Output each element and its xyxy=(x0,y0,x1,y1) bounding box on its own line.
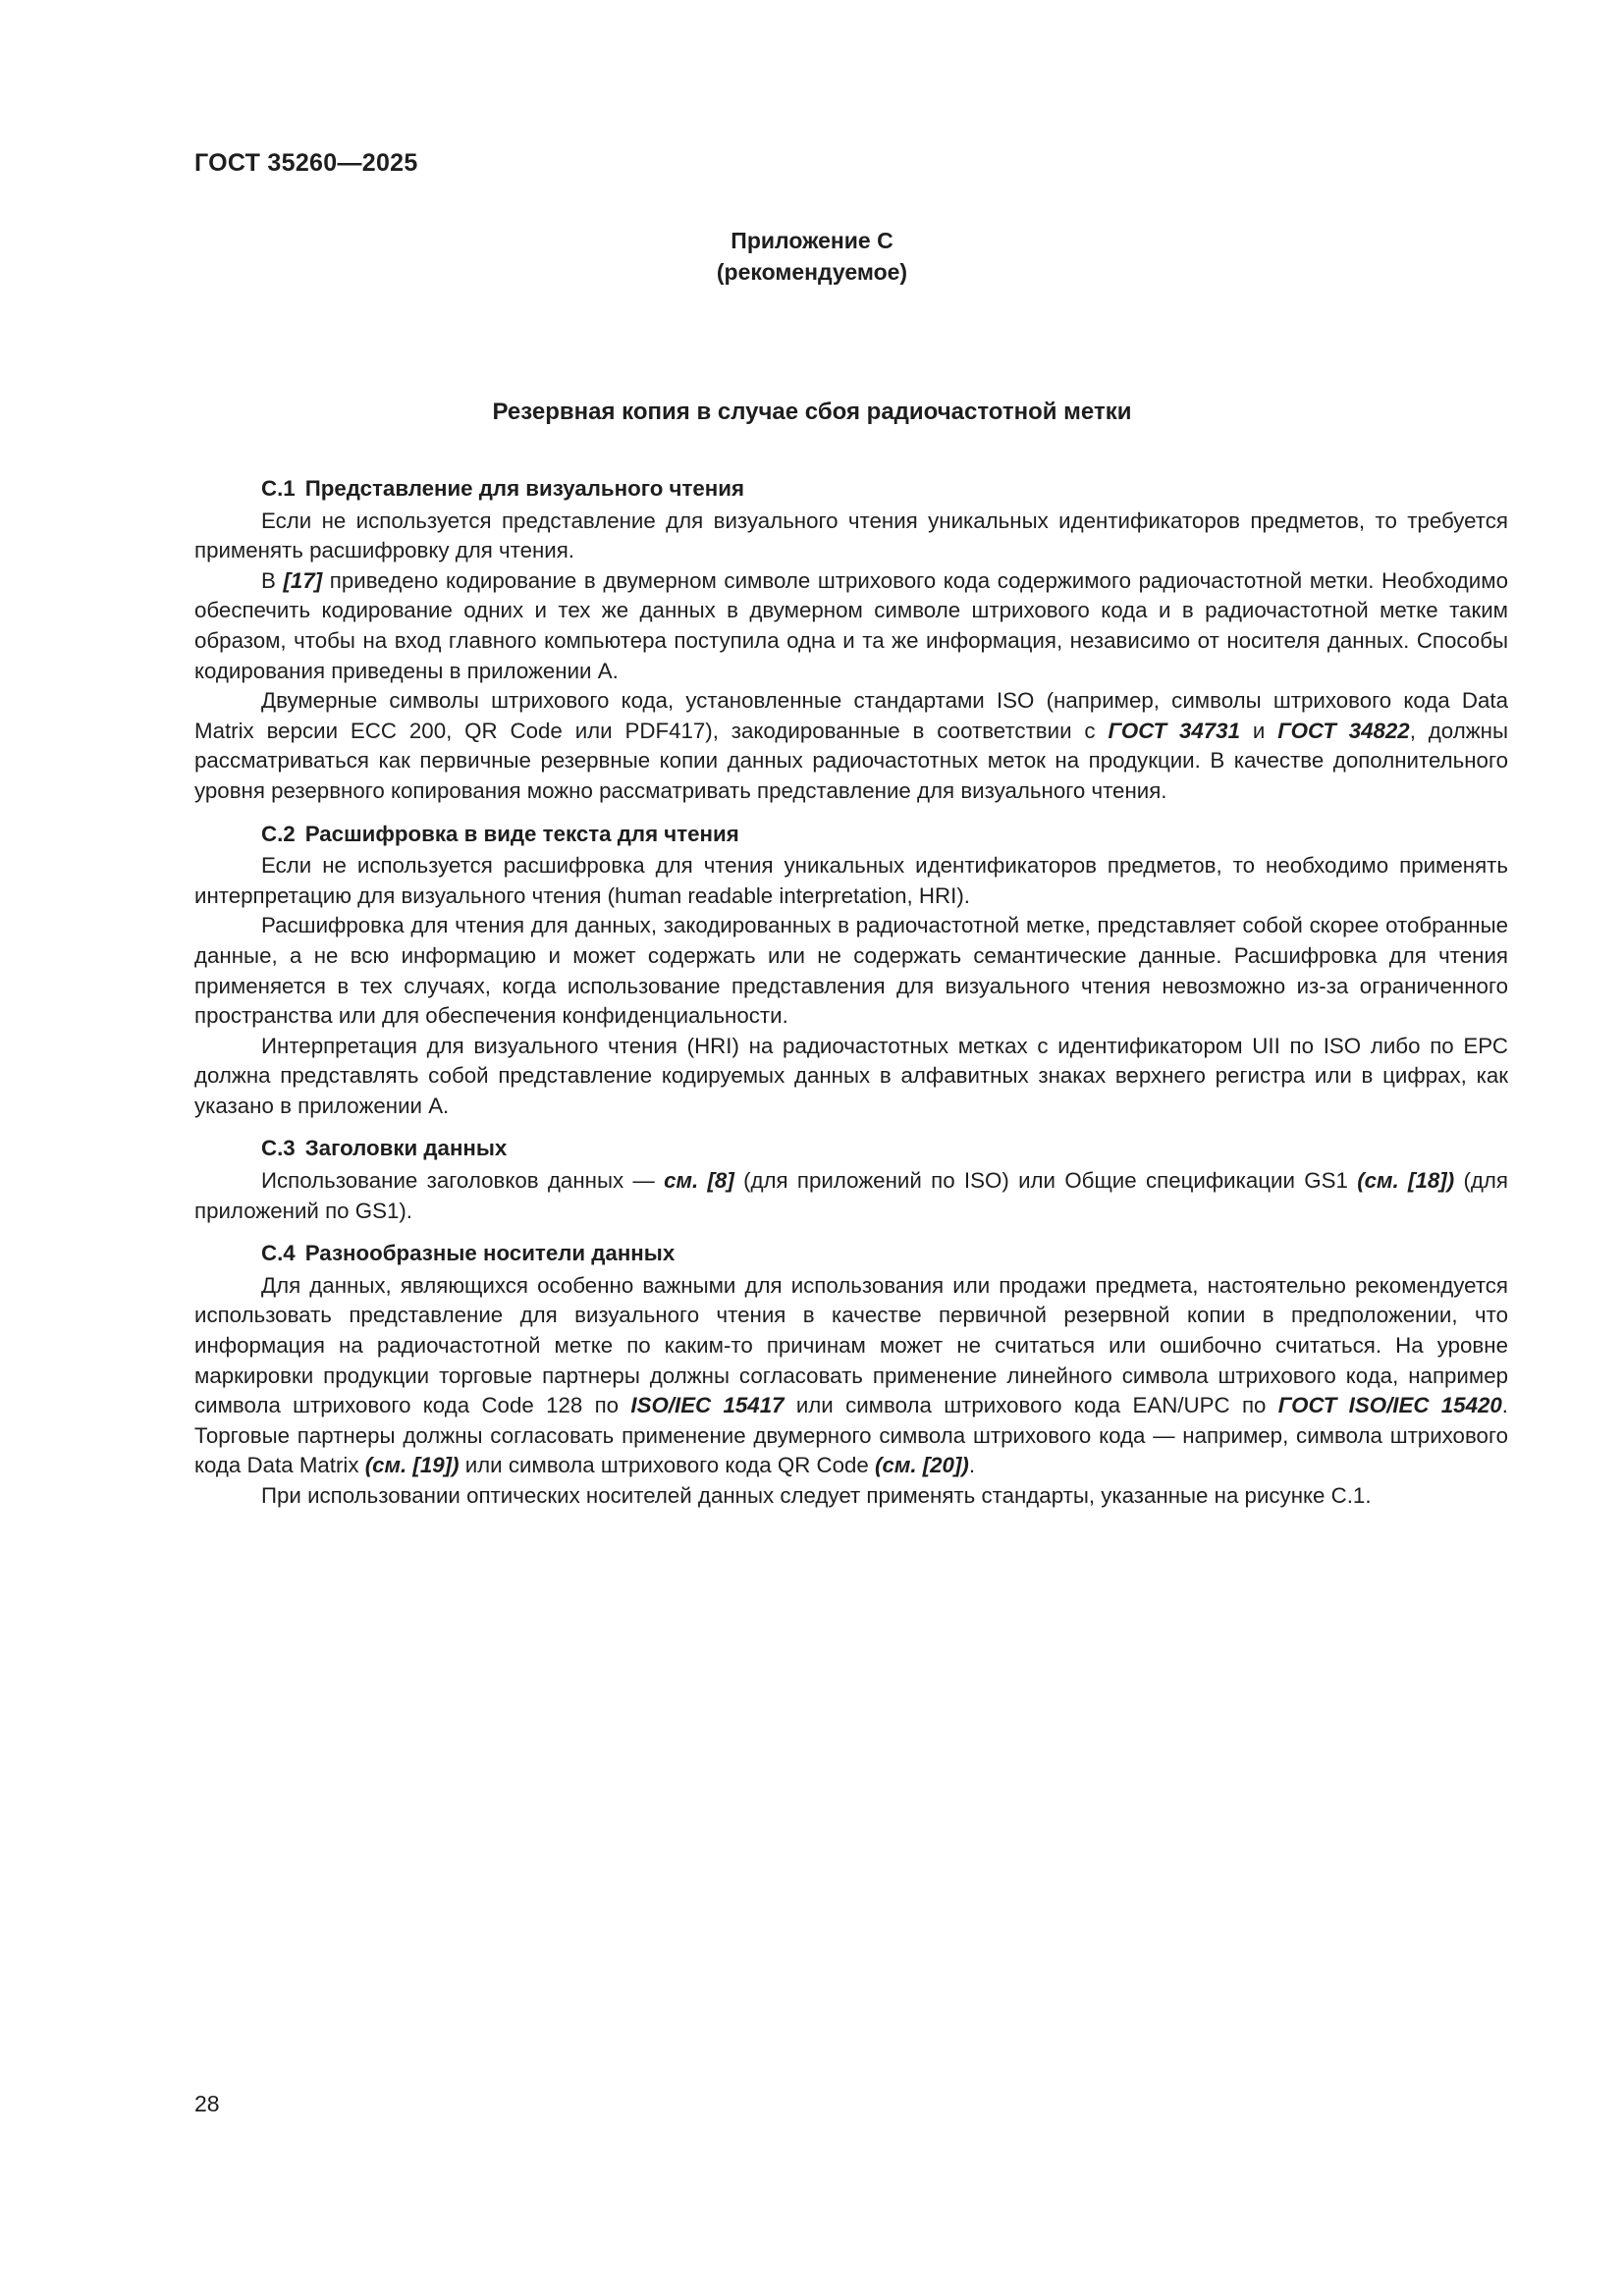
text-run: . Торговые партнеры должны согласовать применение двумерного символа штрихового кода — например, символа штрихового кода Data Matrix xyxy=(194,1393,1508,1478)
text-run: или символа штрихового кода QR Code xyxy=(459,1453,876,1478)
paragraph: Расшифровка для чтения для данных, закодированных в радиочастотной метке, представляет собой скорее отобранные данные, а не всю информацию и может содержать или не содержать семантические данные. Расшифровка для чтения применяется в тех случаях, когда использование представления для визуального чтения невозможно из-за ограниченного пространства или для обеспечения конфиденциальности. xyxy=(194,913,1508,1029)
text-run: Использование заголовков данных — xyxy=(261,1168,665,1194)
text-run: (для приложений по GS1). xyxy=(194,1168,1508,1223)
section-title: Разнообразные носители данных xyxy=(304,1241,676,1266)
text-run: или символа штрихового кода EAN/UPC по xyxy=(784,1393,1278,1418)
page-number: 28 xyxy=(194,2091,220,2116)
text-run: Для данных, являющихся особенно важными для использования или продажи предмета, настоятельно рекомендуется использовать представление для визуального чтения в качестве первичной резервной копии в предположении, что информация на радиочастотной метке по каким-то причинам может не считаться или ошибочно считаться. На уровне маркировки продукции торговые партнеры должны согласовать применение линейного символа штрихового кода, например символа штрихового кода Code 128 по xyxy=(194,1272,1508,1418)
bibliography-reference: см. [8] xyxy=(664,1168,734,1194)
text-run: приведено кодирование в двумерном символе штрихового кода содержимого радиочастотной метки. Необходимо обеспечить кодирование одних и тех же данных в двумерном символе штрихового кода и в радиочастотной метке таким образом, чтобы на вход главного компьютера поступила одна и та же информация, независимо от носителя данных. Способы кодирования приведены в приложении А. xyxy=(194,567,1508,683)
annex-status: (рекомендуемое) xyxy=(716,259,908,285)
paragraph: Если не используется представление для визуального чтения уникальных идентификаторов предметов, то требуется применять расшифровку для чтения. xyxy=(194,507,1508,563)
text-run: и xyxy=(1239,718,1278,743)
text-run: (для приложений по ISO) или Общие спецификации GS1 xyxy=(733,1168,1358,1194)
text-run: , должны рассматриваться как первичные резервные копии данных радиочастотных меток на продукции. В качестве дополнительного уровня резервного копирования можно рассматривать представление для визуального чтения. xyxy=(194,718,1508,803)
annex-heading xyxy=(0,225,1624,288)
bibliography-reference: (см. [20]) xyxy=(875,1453,969,1478)
paragraph xyxy=(194,686,1508,806)
document-code: ГОСТ 35260—2025 xyxy=(194,149,418,177)
paragraph: Если не используется расшифровка для чтения уникальных идентификаторов предметов, то необходимо применять интерпретацию для визуального чтения (human readable interpretation, HRI). xyxy=(194,853,1508,908)
section-heading xyxy=(194,1134,1508,1164)
section-number: С.1 xyxy=(261,476,296,501)
paragraph xyxy=(194,1166,1508,1226)
section-c4 xyxy=(194,1239,1508,1511)
section-number: С.2 xyxy=(261,821,296,846)
standard-reference: ISO/IEC 15417 xyxy=(630,1393,785,1418)
section-number: С.4 xyxy=(261,1241,296,1266)
paragraph: При использовании оптических носителей данных следует применять стандарты, указанные на рисунке С.1. xyxy=(261,1483,1372,1508)
document-body xyxy=(194,474,1508,1524)
text-run: . xyxy=(968,1453,976,1478)
paragraph xyxy=(194,566,1508,686)
bibliography-reference: [17] xyxy=(283,567,323,593)
section-heading xyxy=(194,820,1508,850)
bibliography-reference: (см. [18]) xyxy=(1357,1168,1455,1194)
section-title: Заголовки данных xyxy=(304,1136,508,1161)
annex-label: Приложение С xyxy=(731,228,893,253)
paragraph: Интерпретация для визуального чтения (HRI) на радиочастотных метках с идентификатором UII по ISO либо по ЕРС должна представлять собой представление кодируемых данных в алфавитных знаках верхнего регистра или в цифрах, как указано в приложении А. xyxy=(194,1033,1508,1118)
standard-reference: ГОСТ ISO/IEC 15420 xyxy=(1277,1393,1502,1418)
annex-title: Резервная копия в случае сбоя радиочастотной метки xyxy=(492,399,1132,425)
standard-reference: ГОСТ 34731 xyxy=(1108,718,1240,743)
section-number: С.3 xyxy=(261,1136,296,1161)
bibliography-reference: (см. [19]) xyxy=(364,1453,460,1478)
section-heading xyxy=(194,474,1508,505)
section-c1 xyxy=(194,474,1508,807)
text-run: Двумерные символы штрихового кода, установленные стандартами ISO (например, символы штрихового кода Data Matrix версии ЕСС 200, QR Code или PDF417), закодированные в соответствии с xyxy=(194,688,1508,743)
section-c3 xyxy=(194,1134,1508,1226)
section-title: Расшифровка в виде текста для чтения xyxy=(304,821,739,846)
section-heading xyxy=(194,1239,1508,1269)
section-title: Представление для визуального чтения xyxy=(304,476,744,501)
text-run: В xyxy=(261,567,284,593)
standard-reference: ГОСТ 34822 xyxy=(1277,718,1410,743)
paragraph xyxy=(194,1271,1508,1481)
section-c2 xyxy=(194,820,1508,1122)
